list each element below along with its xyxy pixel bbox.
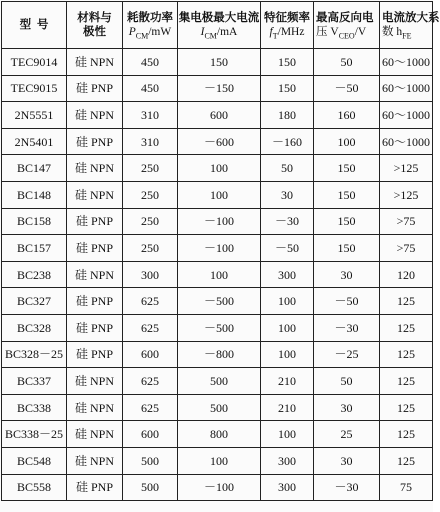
- cell-transition-frequency: 300: [261, 474, 314, 501]
- header-max-collector-current: [178, 2, 261, 49]
- table-row: [2, 75, 433, 102]
- cell-model: TEC9015: [2, 75, 67, 102]
- cell-current-gain: 125: [380, 288, 433, 315]
- header-model-label: 型 号: [19, 19, 49, 31]
- cell-max-collector-current: 100: [178, 447, 261, 474]
- cell-power-dissipation: 500: [123, 447, 178, 474]
- cell-max-reverse-voltage: 160: [314, 102, 380, 129]
- table-row: [2, 421, 433, 448]
- cell-material: 硅 PNP: [67, 341, 123, 368]
- cell-transition-frequency: 50: [261, 155, 314, 182]
- table-row: [2, 102, 433, 129]
- header-ft-symbol: f: [269, 26, 273, 38]
- cell-material: 硅 PNP: [67, 314, 123, 341]
- cell-max-reverse-voltage: －30: [314, 314, 380, 341]
- cell-max-reverse-voltage: －25: [314, 341, 380, 368]
- cell-current-gain: >125: [380, 155, 433, 182]
- transistor-parameter-table: [1, 1, 440, 501]
- cell-max-collector-current: 500: [178, 394, 261, 421]
- cell-model: BC238: [2, 261, 67, 288]
- table-row: [2, 235, 433, 262]
- cell-model: BC337: [2, 368, 67, 395]
- cell-max-collector-current: －800: [178, 341, 261, 368]
- cell-max-collector-current: －500: [178, 314, 261, 341]
- cell-transition-frequency: 100: [261, 288, 314, 315]
- cell-current-gain: 60～1000: [380, 128, 433, 155]
- cell-max-reverse-voltage: 150: [314, 235, 380, 262]
- cell-material: 硅 NPN: [67, 394, 123, 421]
- header-hfe-subscript: FE: [402, 31, 412, 41]
- cell-transition-frequency: 100: [261, 341, 314, 368]
- cell-model: BC548: [2, 447, 67, 474]
- cell-power-dissipation: 625: [123, 394, 178, 421]
- table-row: [2, 261, 433, 288]
- cell-current-gain: 125: [380, 394, 433, 421]
- header-hfe-line1: 电流放大系: [382, 12, 440, 24]
- header-material-line2: 极性: [83, 26, 106, 38]
- cell-power-dissipation: 450: [123, 75, 178, 102]
- cell-max-reverse-voltage: －50: [314, 75, 380, 102]
- table-row: [2, 288, 433, 315]
- cell-material: 硅 NPN: [67, 421, 123, 448]
- cell-max-collector-current: 800: [178, 421, 261, 448]
- header-ft-line1: 特征频率: [264, 12, 310, 24]
- cell-power-dissipation: 310: [123, 102, 178, 129]
- cell-power-dissipation: 500: [123, 474, 178, 501]
- header-icm-symbol: I: [200, 26, 205, 38]
- cell-max-collector-current: 150: [178, 49, 261, 76]
- cell-material: 硅 PNP: [67, 75, 123, 102]
- cell-transition-frequency: －50: [261, 235, 314, 262]
- cell-max-reverse-voltage: 30: [314, 447, 380, 474]
- header-material-line1: 材料与: [77, 12, 112, 24]
- cell-model: 2N5551: [2, 102, 67, 129]
- cell-current-gain: >75: [380, 235, 433, 262]
- cell-current-gain: 60～1000: [380, 75, 433, 102]
- cell-max-reverse-voltage: 150: [314, 155, 380, 182]
- cell-transition-frequency: 100: [261, 421, 314, 448]
- header-vceo-prefix: 压 V: [316, 26, 339, 38]
- cell-transition-frequency: 150: [261, 49, 314, 76]
- cell-model: 2N5401: [2, 128, 67, 155]
- header-max-reverse-voltage: [314, 2, 380, 49]
- cell-transition-frequency: 300: [261, 447, 314, 474]
- cell-power-dissipation: 625: [123, 368, 178, 395]
- cell-material: 硅 PNP: [67, 235, 123, 262]
- cell-power-dissipation: 310: [123, 128, 178, 155]
- cell-current-gain: >125: [380, 181, 433, 208]
- cell-material: 硅 NPN: [67, 447, 123, 474]
- table-row: [2, 155, 433, 182]
- table-row: [2, 368, 433, 395]
- cell-max-collector-current: －150: [178, 75, 261, 102]
- table-row: [2, 341, 433, 368]
- cell-max-reverse-voltage: 150: [314, 181, 380, 208]
- table-body: [2, 49, 433, 501]
- cell-model: BC158: [2, 208, 67, 235]
- cell-power-dissipation: 300: [123, 261, 178, 288]
- cell-model: BC147: [2, 155, 67, 182]
- cell-transition-frequency: －160: [261, 128, 314, 155]
- cell-current-gain: 60～1000: [380, 102, 433, 129]
- cell-material: 硅 PNP: [67, 474, 123, 501]
- cell-transition-frequency: 30: [261, 181, 314, 208]
- cell-power-dissipation: 625: [123, 314, 178, 341]
- cell-current-gain: 125: [380, 368, 433, 395]
- cell-max-reverse-voltage: 25: [314, 421, 380, 448]
- cell-max-collector-current: －100: [178, 235, 261, 262]
- table-row: [2, 128, 433, 155]
- cell-max-reverse-voltage: 30: [314, 394, 380, 421]
- header-material: [67, 2, 123, 49]
- header-ft-unit: /MHz: [277, 26, 305, 38]
- cell-material: 硅 NPN: [67, 181, 123, 208]
- cell-max-collector-current: 500: [178, 368, 261, 395]
- cell-current-gain: 60～1000: [380, 49, 433, 76]
- cell-max-reverse-voltage: 30: [314, 261, 380, 288]
- header-model: [2, 2, 67, 49]
- table-row: [2, 394, 433, 421]
- header-ft-subscript: T: [272, 31, 278, 41]
- cell-transition-frequency: 210: [261, 368, 314, 395]
- cell-model: BC157: [2, 235, 67, 262]
- header-icm-subscript: CM: [204, 31, 217, 41]
- cell-transition-frequency: 300: [261, 261, 314, 288]
- cell-transition-frequency: －30: [261, 208, 314, 235]
- cell-material: 硅 PNP: [67, 128, 123, 155]
- cell-material: 硅 NPN: [67, 368, 123, 395]
- cell-max-collector-current: 100: [178, 155, 261, 182]
- cell-current-gain: 120: [380, 261, 433, 288]
- header-vceo-line1: 最高反向电: [316, 12, 374, 24]
- cell-max-collector-current: －600: [178, 128, 261, 155]
- cell-power-dissipation: 600: [123, 421, 178, 448]
- cell-model: BC328: [2, 314, 67, 341]
- cell-transition-frequency: 210: [261, 394, 314, 421]
- cell-current-gain: >75: [380, 208, 433, 235]
- header-pcm-line1: 耗散功率: [127, 12, 173, 24]
- cell-transition-frequency: 100: [261, 314, 314, 341]
- cell-model: BC327: [2, 288, 67, 315]
- table-row: [2, 49, 433, 76]
- header-vceo-unit: /V: [354, 26, 367, 38]
- cell-max-collector-current: －100: [178, 474, 261, 501]
- cell-power-dissipation: 625: [123, 288, 178, 315]
- cell-power-dissipation: 450: [123, 49, 178, 76]
- cell-model: BC338: [2, 394, 67, 421]
- header-current-gain: [380, 2, 440, 49]
- cell-max-collector-current: 100: [178, 261, 261, 288]
- cell-power-dissipation: 250: [123, 155, 178, 182]
- cell-model: BC338－25: [2, 421, 67, 448]
- header-pcm-subscript: CM: [135, 31, 149, 41]
- cell-current-gain: 125: [380, 341, 433, 368]
- table-row: [2, 447, 433, 474]
- header-icm-line1: 集电极最大电流: [178, 12, 260, 24]
- header-icm-unit: /mA: [216, 26, 238, 38]
- table-row: [2, 181, 433, 208]
- cell-model: BC558: [2, 474, 67, 501]
- cell-material: 硅 NPN: [67, 261, 123, 288]
- cell-material: 硅 PNP: [67, 288, 123, 315]
- cell-current-gain: 125: [380, 421, 433, 448]
- cell-max-collector-current: －100: [178, 208, 261, 235]
- cell-max-reverse-voltage: －30: [314, 474, 380, 501]
- cell-material: 硅 NPN: [67, 102, 123, 129]
- cell-max-reverse-voltage: 100: [314, 128, 380, 155]
- header-hfe-prefix: 数 h: [382, 26, 403, 38]
- cell-power-dissipation: 600: [123, 341, 178, 368]
- cell-current-gain: 125: [380, 447, 433, 474]
- cell-material: 硅 NPN: [67, 155, 123, 182]
- cell-transition-frequency: 180: [261, 102, 314, 129]
- cell-max-reverse-voltage: 150: [314, 208, 380, 235]
- cell-max-collector-current: －500: [178, 288, 261, 315]
- table-row: [2, 474, 433, 501]
- cell-max-collector-current: 100: [178, 181, 261, 208]
- cell-material: 硅 NPN: [67, 49, 123, 76]
- cell-max-reverse-voltage: 50: [314, 368, 380, 395]
- cell-power-dissipation: 250: [123, 181, 178, 208]
- cell-model: TEC9014: [2, 49, 67, 76]
- cell-model: BC328－25: [2, 341, 67, 368]
- cell-power-dissipation: 250: [123, 208, 178, 235]
- header-vceo-subscript: CEO: [338, 31, 355, 41]
- table-row: [2, 314, 433, 341]
- header-row: [2, 2, 433, 49]
- cell-material: 硅 PNP: [67, 208, 123, 235]
- header-pcm-unit: /mW: [148, 26, 172, 38]
- cell-current-gain: 75: [380, 474, 433, 501]
- header-power-dissipation: [123, 2, 178, 49]
- header-pcm-symbol: P: [128, 26, 136, 38]
- cell-transition-frequency: 150: [261, 75, 314, 102]
- cell-current-gain: 125: [380, 314, 433, 341]
- cell-max-reverse-voltage: －50: [314, 288, 380, 315]
- cell-model: BC148: [2, 181, 67, 208]
- cell-power-dissipation: 250: [123, 235, 178, 262]
- table-row: [2, 208, 433, 235]
- header-transition-frequency: [261, 2, 314, 49]
- cell-max-reverse-voltage: 50: [314, 49, 380, 76]
- cell-max-collector-current: 600: [178, 102, 261, 129]
